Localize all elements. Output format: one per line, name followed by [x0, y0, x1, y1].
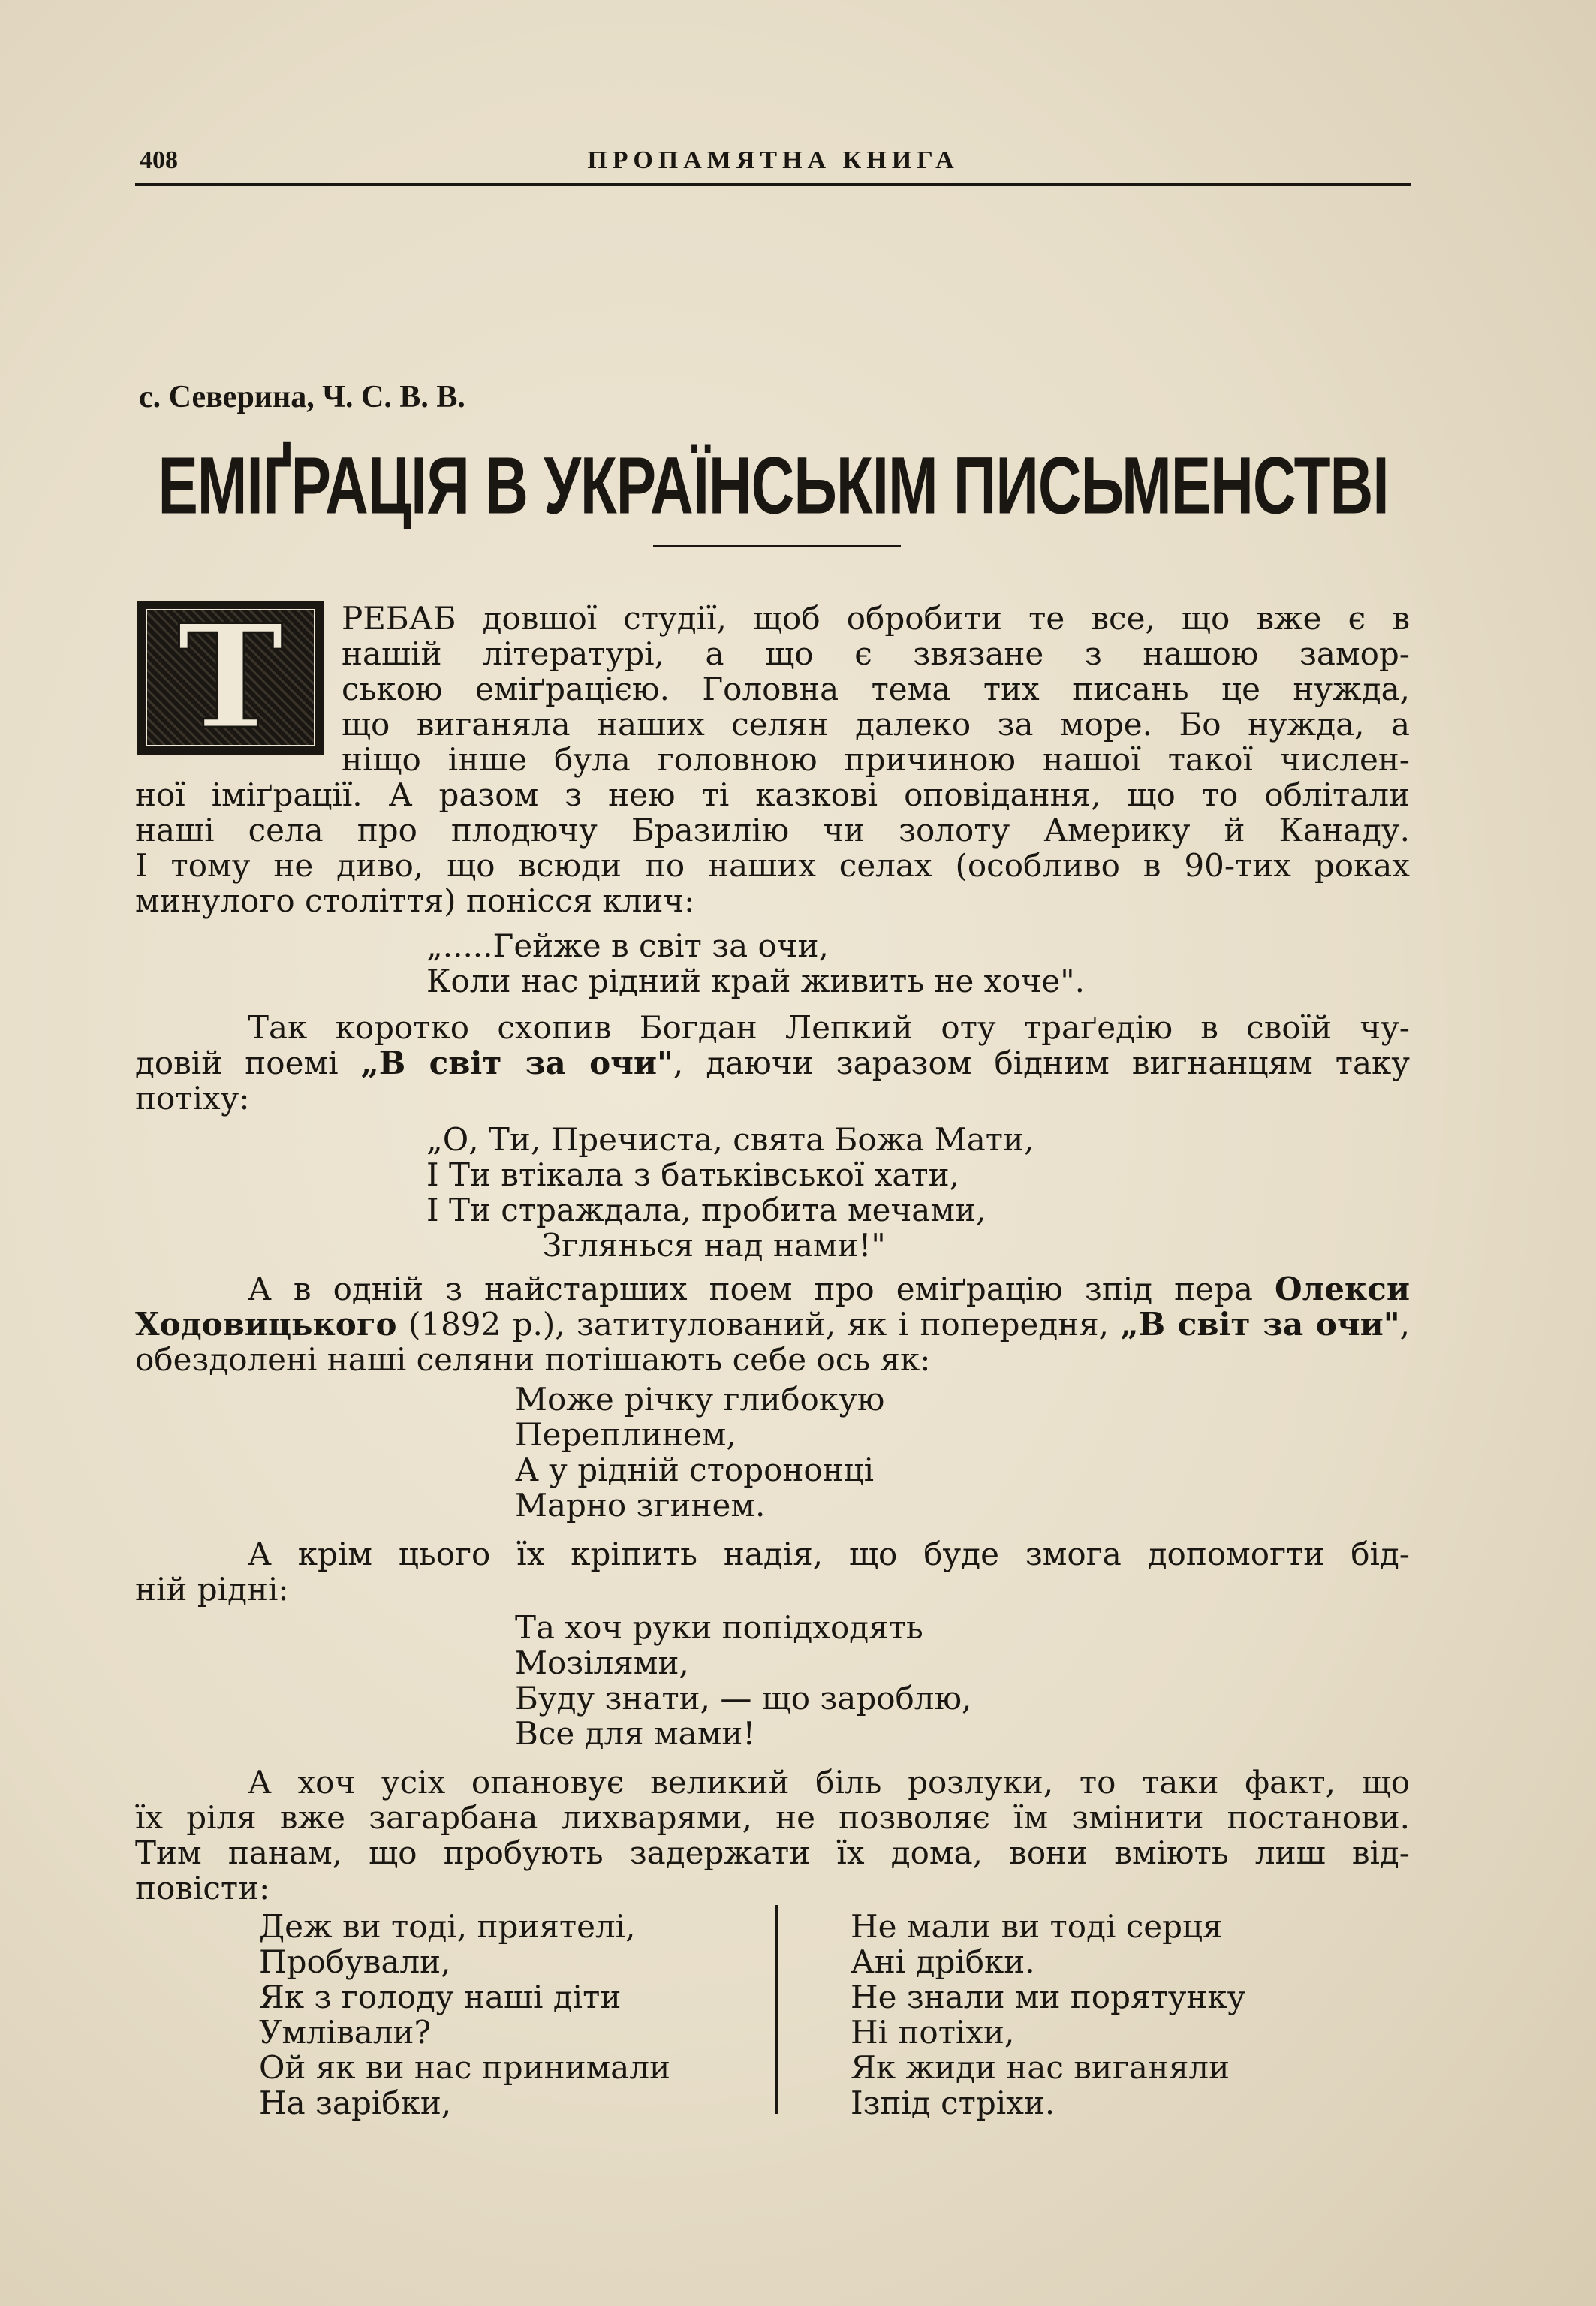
verse-line: Марно згинем. — [515, 1487, 766, 1524]
text-segment: А в одній з найстарших поем про еміґрацію зпід пера — [248, 1271, 1275, 1307]
text-line — [248, 1271, 1410, 1307]
text-line — [135, 1307, 1410, 1342]
verse-line: Та хоч руки попідходять — [515, 1609, 923, 1646]
verse-line: На зарібки, — [259, 2084, 452, 2121]
verse-line: „О, Ти, Пречиста, свята Божа Мати, — [426, 1121, 1034, 1158]
verse-line: Мозілями, — [515, 1644, 689, 1681]
text-line: І тому не диво, що всюди по наших селах (особливо в 90-тих роках — [135, 847, 1410, 884]
column-divider — [775, 1905, 778, 2114]
text-segment: , даючи заразом бідним вигнанцям таку — [673, 1044, 1410, 1081]
text-line: обездолені наші селяни потішають себе ось як: — [135, 1341, 931, 1378]
text-line: минулого століття) понісся клич: — [135, 882, 695, 919]
text-line: повісти: — [135, 1870, 270, 1907]
text-line: що виганяла наших селян далеко за море. Бо нужда, а — [342, 706, 1410, 743]
article-author: с. Северина, Ч. С. В. В. — [139, 380, 465, 414]
verse-line: Все для мами! — [515, 1715, 756, 1752]
verse-line: Може річку глибокую — [515, 1381, 885, 1418]
verse-line: Як жиди нас виганяли — [851, 2049, 1230, 2086]
text-line: Тим панам, що пробують задержати їх дома, вони вміють лиш від- — [135, 1834, 1410, 1871]
text-line: Так коротко схопив Богдан Лепкий оту траґедію в своїй чу- — [248, 1009, 1410, 1046]
text-line: наші села про плодючу Бразилію чи золоту Америку й Канаду. — [135, 812, 1410, 849]
text-segment: , — [1399, 1306, 1410, 1343]
author-name: Олекси — [1275, 1271, 1410, 1307]
header-rule — [135, 183, 1411, 186]
text-segment: (1892 р.), затитулований, як і попередня, — [396, 1306, 1121, 1343]
verse-line: Буду знати, — що зароблю, — [515, 1680, 972, 1717]
text-line: РЕБАБ довшої студії, щоб обробити те все, що вже є в — [342, 600, 1410, 637]
text-line: нашій літературі, а що є звязане з нашою замор- — [342, 635, 1410, 672]
verse-line: Переплинем, — [515, 1416, 736, 1453]
verse-line: Коли нас рідний край живить не хоче". — [426, 963, 1085, 999]
verse-line: І Ти втікала з батьківської хати, — [426, 1156, 960, 1193]
verse-line: Ані дрібки. — [851, 1943, 1035, 1980]
verse-line: Не мали ви тоді серця — [851, 1908, 1223, 1945]
verse-line: Ізпід стріхи. — [851, 2084, 1055, 2121]
text-line: ніщо інше була головною причиною нашої такої числен- — [342, 741, 1410, 778]
page-number: 408 — [140, 146, 178, 174]
text-line: ній рідні: — [135, 1571, 289, 1608]
text-line: ською еміґрацією. Головна тема тих писань це нужда, — [342, 671, 1410, 707]
verse-line: Пробували, — [259, 1943, 451, 1980]
verse-line: Умлівали? — [259, 2014, 432, 2051]
poem-title: „В світ за очи" — [1120, 1306, 1400, 1343]
drop-cap-ornament — [137, 593, 324, 761]
article-title: ЕМІҐРАЦІЯ В УКРАЇНСЬКІМ ПИСЬМЕНСТВІ — [158, 440, 1389, 531]
drop-cap-letter: Т — [177, 593, 284, 761]
text-line: А хоч усіх опановує великий біль розлуки, то таки факт, що — [248, 1764, 1410, 1801]
page-header — [135, 146, 1411, 184]
verse-line: Не знали ми порятунку — [851, 1979, 1246, 2015]
text-line: А крім цього їх кріпить надія, що буде змога допомогти бід- — [248, 1536, 1410, 1572]
verse-line: Деж ви тоді, приятелі, — [259, 1908, 636, 1945]
text-line — [135, 1045, 1410, 1081]
text-segment: довій поемі — [135, 1044, 361, 1081]
title-rule — [653, 545, 901, 547]
verse-line: Як з голоду наші діти — [259, 1979, 622, 2015]
verse-line: Ой як ви нас принимали — [259, 2049, 671, 2086]
verse-line: Зглянься над нами!" — [542, 1227, 886, 1264]
verse-line: А у рідній сторононці — [515, 1451, 875, 1488]
verse-line: Ні потіхи, — [851, 2014, 1015, 2051]
text-line: потіху: — [135, 1080, 250, 1117]
poem-title: „В світ за очи" — [360, 1044, 673, 1081]
text-line: їх ріля вже загарбана лихварями, не позволяє їм змінити постанови. — [135, 1799, 1410, 1836]
verse-line: „.....Гейже в світ за очи, — [426, 927, 829, 964]
author-name: Ходовицького — [135, 1306, 397, 1343]
text-line: ної іміґрації. А разом з нею ті казкові оповідання, що то облітали — [135, 776, 1410, 813]
running-head: ПРОПАМЯТНА КНИГА — [587, 146, 959, 174]
verse-line: І Ти страждала, пробита мечами, — [426, 1192, 986, 1228]
